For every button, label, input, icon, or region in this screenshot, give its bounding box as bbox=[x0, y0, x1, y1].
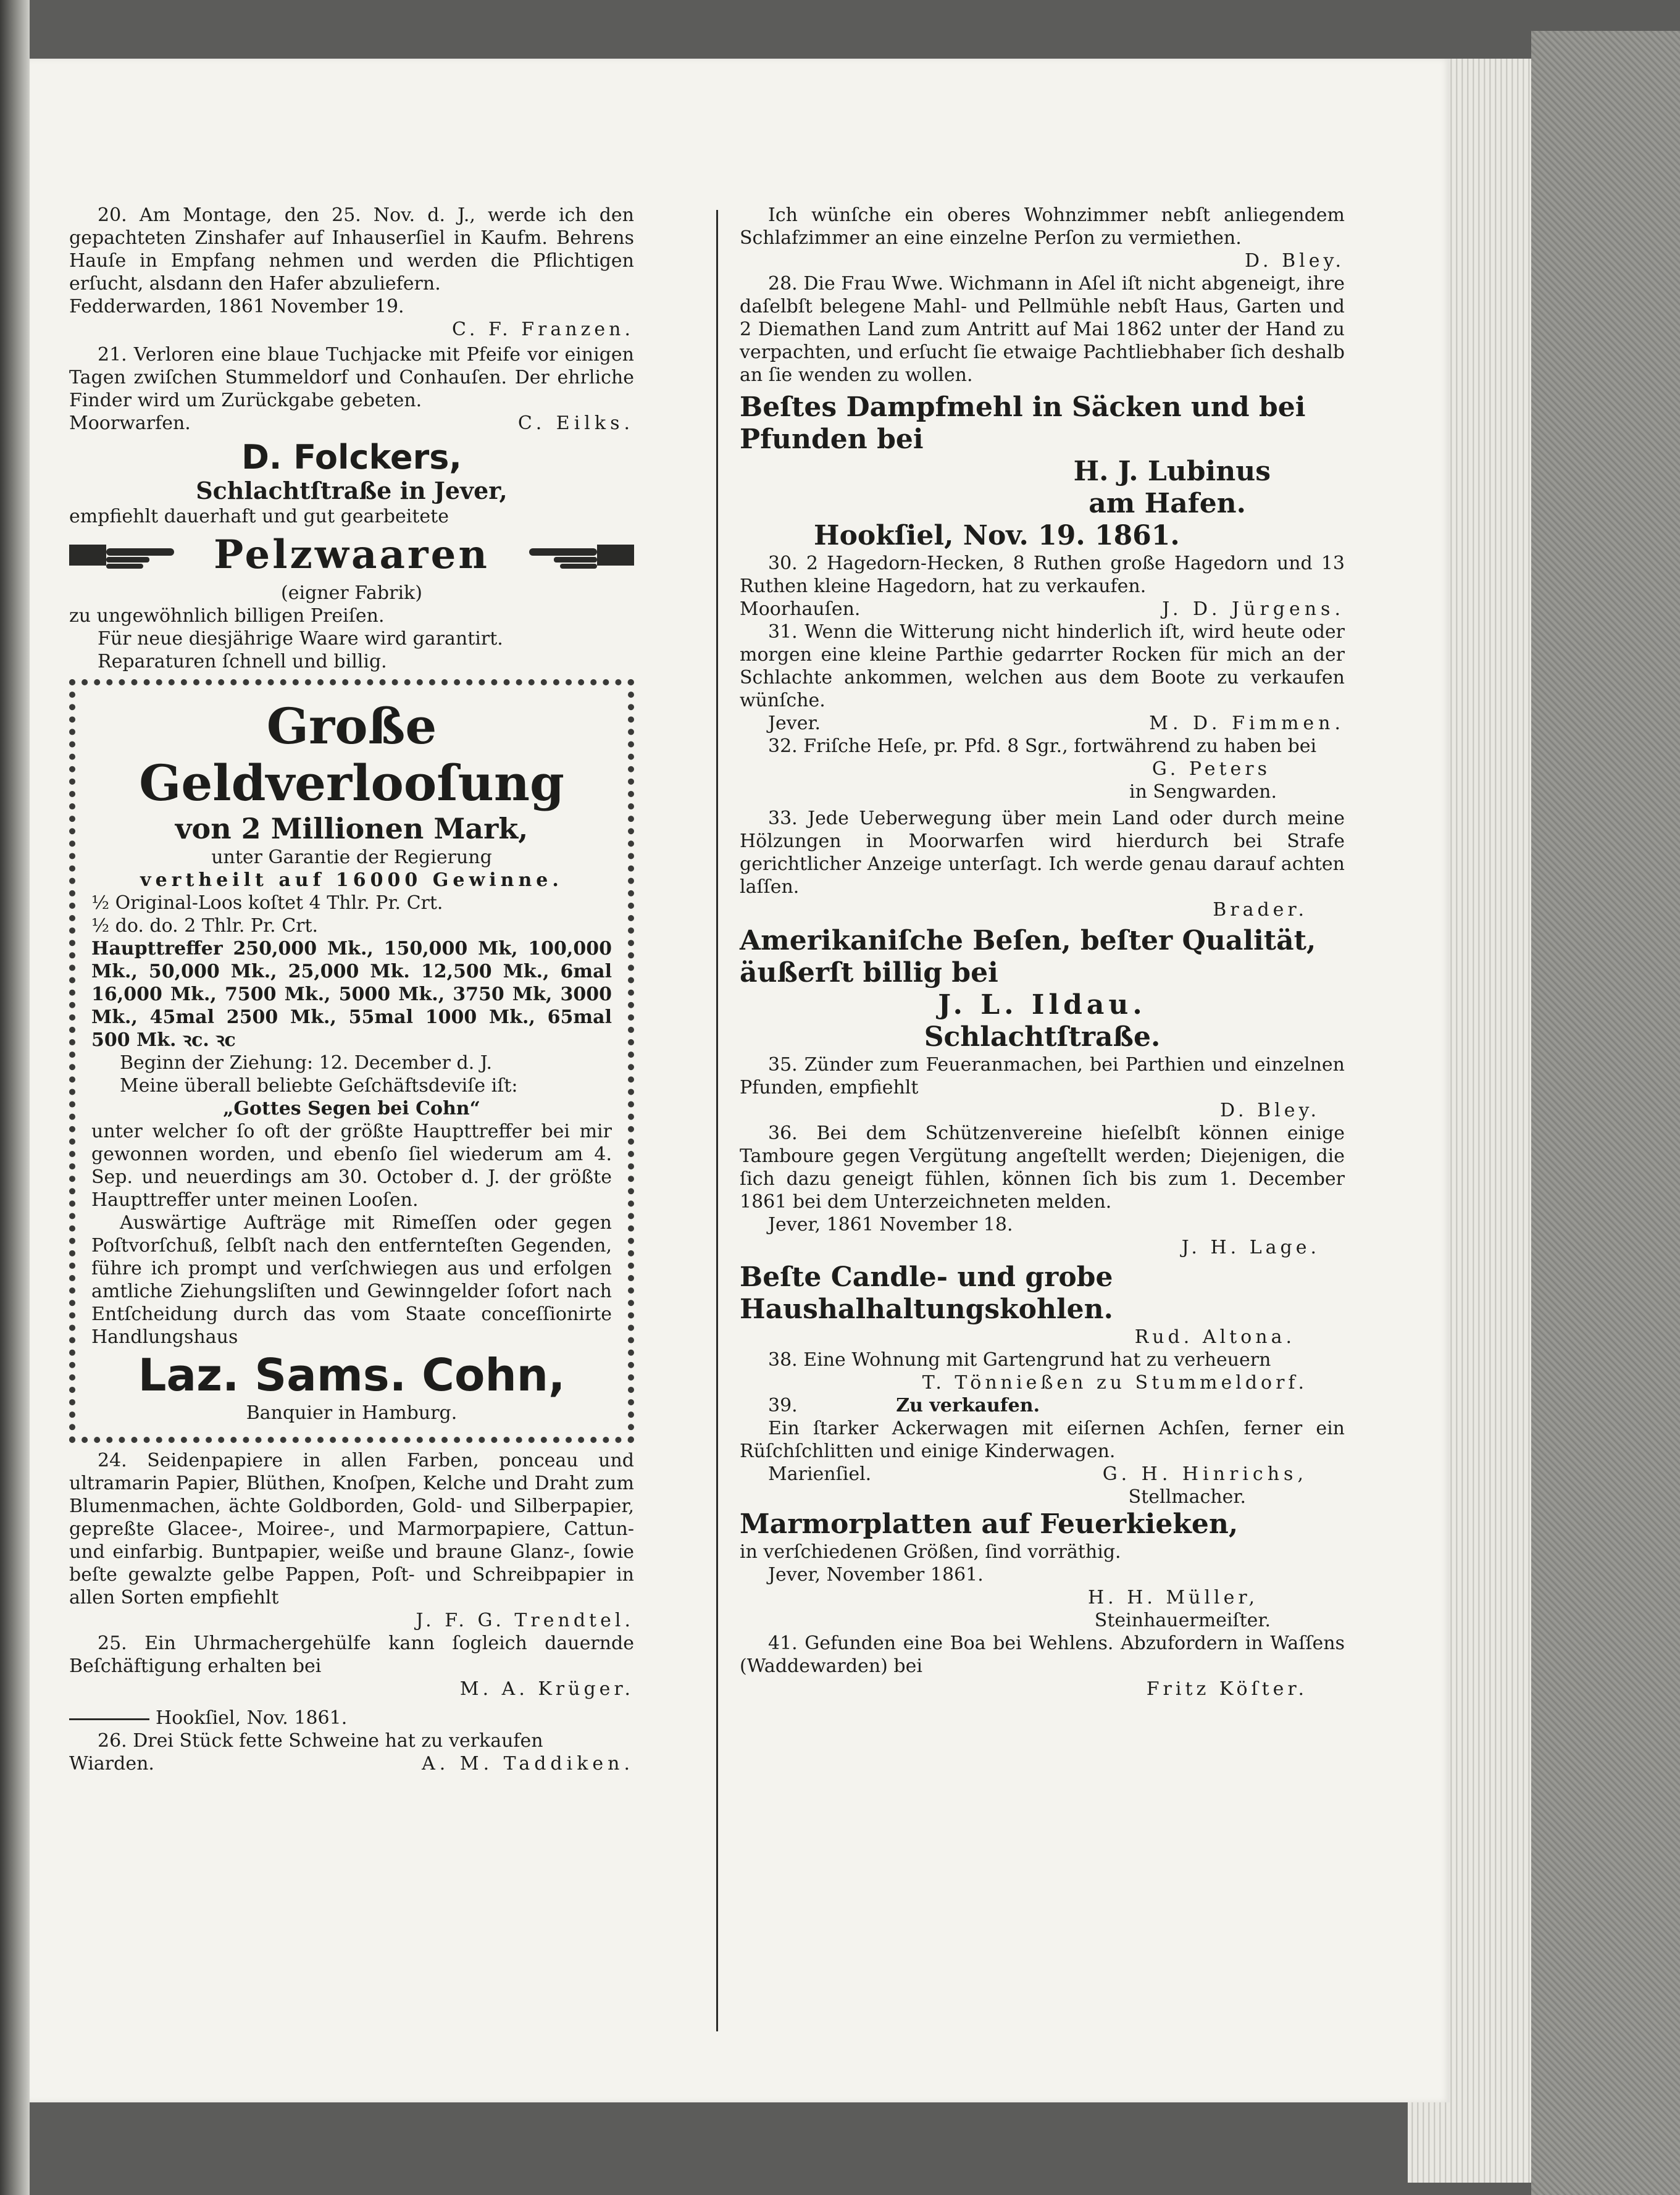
ad-36-signature: J. H. Lage. bbox=[1181, 1237, 1320, 1258]
ad-41-signature: Fritz Köſter. bbox=[1146, 1678, 1308, 1700]
folckers-intro: empfiehlt dauerhaft und gut gearbeitete bbox=[69, 506, 449, 527]
ad-26-footer bbox=[69, 1752, 634, 1775]
marmor-ad-role: Steinhauermeiſter. bbox=[1094, 1610, 1271, 1631]
lottery-guarantee: unter Garantie der Regierung bbox=[211, 847, 492, 868]
lottery-ad-box bbox=[69, 679, 634, 1443]
ad-30-footer bbox=[740, 598, 1345, 621]
ad-39-footer bbox=[740, 1463, 1345, 1486]
ad-20-signature: C. F. Franzen. bbox=[452, 319, 634, 340]
ad-39-signature: G. H. Hinrichs, bbox=[1102, 1463, 1308, 1485]
folckers-goods-banner bbox=[69, 532, 634, 578]
ad-32-place: in Sengwarden. bbox=[1129, 781, 1277, 803]
ad-38-signature: T. Tönnießen zu Stummeldorf. bbox=[922, 1372, 1308, 1394]
lottery-price-1: ½ Original-Loos koſtet 4 Thlr. Pr. Crt. bbox=[91, 892, 443, 914]
lottery-subtitle: von 2 Millionen Mark, bbox=[175, 812, 529, 845]
ad-25-text: 25. Ein Uhrmachergehülfe kann ſogleich dauernde Beſchäftigung erhalten bei bbox=[69, 1633, 634, 1677]
ad-32-signature: G. Peters bbox=[1151, 758, 1271, 780]
lottery-price-2: ½ do. do. 2 Thlr. Pr. Crt. bbox=[91, 915, 319, 937]
ad-36-place: Jever, 1861 November 18. bbox=[768, 1214, 1013, 1235]
ad-39-text: Ein ſtarker Ackerwagen mit eiſernen Achſen, ferner ein Rüſchſchlitten und einige Kinderwagen. bbox=[740, 1418, 1345, 1462]
ad-30-place: Moorhauſen. bbox=[740, 598, 861, 620]
lottery-motto-intro: Meine überall beliebte Geſchäftsdeviſe iſt: bbox=[120, 1075, 518, 1097]
lottery-motto: „Gottes Segen bei Cohn“ bbox=[223, 1098, 480, 1119]
ad-21-text: 21. Verloren eine blaue Tuchjacke mit Pfeife vor einigen Tagen zwiſchen Stummeldorf und Conhauſen. Der ehrliche Finder wird um Zurückgabe gebeten. bbox=[69, 344, 634, 411]
hooksiel-dateline: Hookſiel, Nov. 1861. bbox=[156, 1707, 348, 1729]
ad-24-text: 24. Seidenpapiere in allen Farben, ponceau und ultramarin Papier, Blüthen, Knoſpen, Kelche und Draht zum Blumenmachen, ächte Goldborden, Gold- und Silberpapier, gepreßte Glacee-, Moiree-, und Marmorpapiere, Cattun- und einfarbig. Buntpapier, weiße und braune Glanz-, ſowie beſte gewalzte gelbe Pappen, Poſt- und Schreibpapier in allen Sorten empfiehlt bbox=[69, 1450, 634, 1608]
ad-20-place: Fedderwarden, 1861 November 19. bbox=[69, 296, 404, 317]
ad-21-signature: C. Eilks. bbox=[517, 412, 634, 434]
right-column bbox=[740, 204, 1345, 1700]
ad-31-place: Jever. bbox=[768, 713, 821, 734]
ad-39-role: Stellmacher. bbox=[1128, 1486, 1246, 1508]
kohlen-ad-signature: Rud. Altona. bbox=[1134, 1326, 1295, 1348]
marmor-ad-place: Jever, November 1861. bbox=[768, 1564, 984, 1586]
lottery-firm: Laz. Sams. Cohn, bbox=[138, 1349, 566, 1401]
ad-31-footer bbox=[740, 712, 1345, 735]
pointing-hand-right-icon bbox=[69, 533, 180, 577]
mehl-ad-text: Beſtes Dampfmehl in Säcken und bei Pfunden bei bbox=[740, 391, 1306, 455]
marmor-ad-signature: H. H. Müller, bbox=[1087, 1587, 1258, 1608]
ad-39-heading: Zu verkaufen. bbox=[896, 1395, 1040, 1416]
ad-20-text: 20. Am Montage, den 25. Nov. d. J., werde ich den gepachteten Zinshafer auf Inhauserſiel in Kaufm. Behrens Hauſe in Empfang nehmen und werden die Pflichtigen erſucht, alsdann den Hafer abzuliefern. bbox=[69, 204, 634, 295]
ad-25-signature: M. A. Krüger. bbox=[459, 1678, 634, 1700]
ad-35-signature: D. Bley. bbox=[1220, 1100, 1320, 1121]
lottery-draw-date: Beginn der Ziehung: 12. December d. J. bbox=[120, 1052, 493, 1074]
left-column bbox=[69, 204, 634, 1775]
kohlen-ad-text: Beſte Candle- und grobe Haushalhaltungskohlen. bbox=[740, 1261, 1113, 1325]
column-divider bbox=[716, 210, 718, 2031]
lottery-city: Banquier in Hamburg. bbox=[246, 1402, 458, 1424]
ad-26-text: 26. Drei Stück fette Schweine hat zu verkaufen bbox=[98, 1730, 543, 1752]
ad-26-place: Wiarden. bbox=[69, 1753, 154, 1775]
folckers-name: D. Folckers, bbox=[241, 438, 462, 477]
folckers-street: Schlachtſtraße in Jever, bbox=[196, 477, 508, 504]
lottery-body-1: unter welcher ſo oft der größte Haupttreffer bei mir gewonnen worden, und ebenſo ſiel wiederum am 4. Sep. und neuerdings am 30. October d. J. der größte Haupttreffer unter meinen Looſen. bbox=[91, 1121, 612, 1211]
ad-39-number: 39. bbox=[768, 1395, 798, 1416]
ad-38-text: 38. Eine Wohnung mit Gartengrund hat zu verheuern bbox=[768, 1349, 1271, 1371]
book-spine bbox=[0, 0, 30, 2195]
mehl-ad-location: am Hafen. bbox=[1089, 488, 1246, 519]
ad-28-text: 28. Die Frau Wwe. Wichmann in Aſel iſt nicht abgeneigt, ihre daſelbſt belegene Mahl- und Pellmühle nebſt Haus, Garten und 2 Diemathen Land zum Antritt auf Mai 1862 unter der Hand zu verpachten, und erſucht ſie etwaige Pachtliebhaber ſich deshalb an ſie wenden zu wollen. bbox=[740, 273, 1345, 386]
ad-31-text: 31. Wenn die Witterung nicht hinderlich iſt, wird heute oder morgen eine kleine Parthie gedarrter Rocken für mich an der Schlachte ankommen, welchen aus dem Boote zu verkaufen wünſche. bbox=[740, 621, 1345, 711]
ad-33-signature: Brader. bbox=[1213, 899, 1308, 921]
ad-26-signature: A. M. Taddiken. bbox=[422, 1753, 634, 1775]
lottery-prizes: Haupttreffer 250,000 Mk., 150,000 Mk, 100,000 Mk., 50,000 Mk., 25,000 Mk. 12,500 Mk., 6mal 16,000 Mk., 7500 Mk., 5000 Mk., 3750 Mk, 3000 Mk., 45mal 2500 Mk., 55mal 1000 Mk., 65mal 500 Mk. ꝛc. ꝛc bbox=[91, 938, 612, 1051]
separator-rule bbox=[69, 1718, 149, 1720]
ad-room-signature: D. Bley. bbox=[1245, 250, 1345, 272]
besen-ad-street: Schlachtſtraße. bbox=[924, 1021, 1161, 1053]
marmor-ad-heading: Marmorplatten auf Feuerkieken, bbox=[740, 1508, 1239, 1540]
lottery-title: Große Geldverlooſung bbox=[139, 697, 564, 812]
lottery-prize-count: vertheilt auf 16000 Gewinne. bbox=[140, 869, 563, 891]
ad-36-text: 36. Bei dem Schützenvereine hieſelbſt können einige Tamboure gegen Vergütung angeſtellt werden; Diejenigen, die ſich dazu geneigt fühlen, können ſich bis zum 1. December 1861 bei dem Unterzeichneten melden. bbox=[740, 1123, 1345, 1213]
folckers-fabrik: (eigner Fabrik) bbox=[281, 582, 422, 604]
folckers-text-3: Reparaturen ſchnell und billig. bbox=[98, 651, 387, 672]
ad-24-signature: J. F. G. Trendtel. bbox=[416, 1610, 634, 1631]
ad-41-text: 41. Gefunden eine Boa bei Wehlens. Abzufordern in Waſſens (Waddewarden) bei bbox=[740, 1633, 1345, 1677]
ad-35-text: 35. Zünder zum Feueranmachen, bei Parthien und einzelnen Pfunden, empfiehlt bbox=[740, 1054, 1345, 1098]
ad-39-place: Marienſiel. bbox=[768, 1463, 872, 1485]
ad-31-signature: M. D. Fimmen. bbox=[1149, 713, 1345, 734]
ad-30-text: 30. 2 Hagedorn-Hecken, 8 Ruthen große Hagedorn und 13 Ruthen kleine Hagedorn, hat zu verkaufen. bbox=[740, 553, 1345, 597]
marmor-ad-text: in verſchiedenen Größen, ſind vorräthig. bbox=[740, 1541, 1121, 1563]
ad-30-signature: J. D. Jürgens. bbox=[1162, 598, 1345, 620]
ad-21-place: Moorwarfen. bbox=[69, 412, 191, 434]
folckers-goods: Pelzwaaren bbox=[214, 532, 490, 578]
pointing-hand-left-icon bbox=[523, 533, 634, 577]
folckers-text-2: Für neue diesjährige Waare wird garantirt. bbox=[98, 628, 503, 650]
ad-room-text: Ich wünſche ein oberes Wohnzimmer nebſt anliegendem Schlafzimmer an eine einzelne Perſon zu vermiethen. bbox=[740, 204, 1345, 249]
mehl-ad-signature: H. J. Lubinus bbox=[1073, 456, 1271, 487]
besen-ad-text: Amerikaniſche Beſen, beſter Qualität, äußerſt billig bei bbox=[740, 925, 1316, 989]
ad-21-footer bbox=[69, 412, 634, 435]
besen-ad-signature: J. L. Ildau. bbox=[938, 989, 1147, 1021]
folckers-text-1: zu ungewöhnlich billigen Preiſen. bbox=[69, 605, 385, 627]
ad-32-text: 32. Friſche Heſe, pr. Pfd. 8 Sgr., fortwährend zu haben bei bbox=[768, 735, 1317, 757]
mehl-ad-date: Hookſiel, Nov. 19. 1861. bbox=[814, 520, 1180, 551]
ad-33-text: 33. Jede Ueberwegung über mein Land oder durch meine Hölzungen in Moorwarfen wird hierdurch bei Strafe gerichtlicher Anzeige unterſagt. Ich werde genau darauf achten laſſen. bbox=[740, 808, 1345, 898]
book-cover-edge bbox=[1531, 31, 1680, 2195]
lottery-body-2: Auswärtige Aufträge mit Rimeſſen oder gegen Poſtvorſchuß, ſelbſt nach den entfernteſten Gegenden, führe ich prompt und verſchwiegen aus und erfolgen amtliche Ziehungsliſten und Gewinngelder ſofort nach Entſcheidung durch das vom Staate conceſſionirte Handlungshaus bbox=[91, 1212, 612, 1348]
